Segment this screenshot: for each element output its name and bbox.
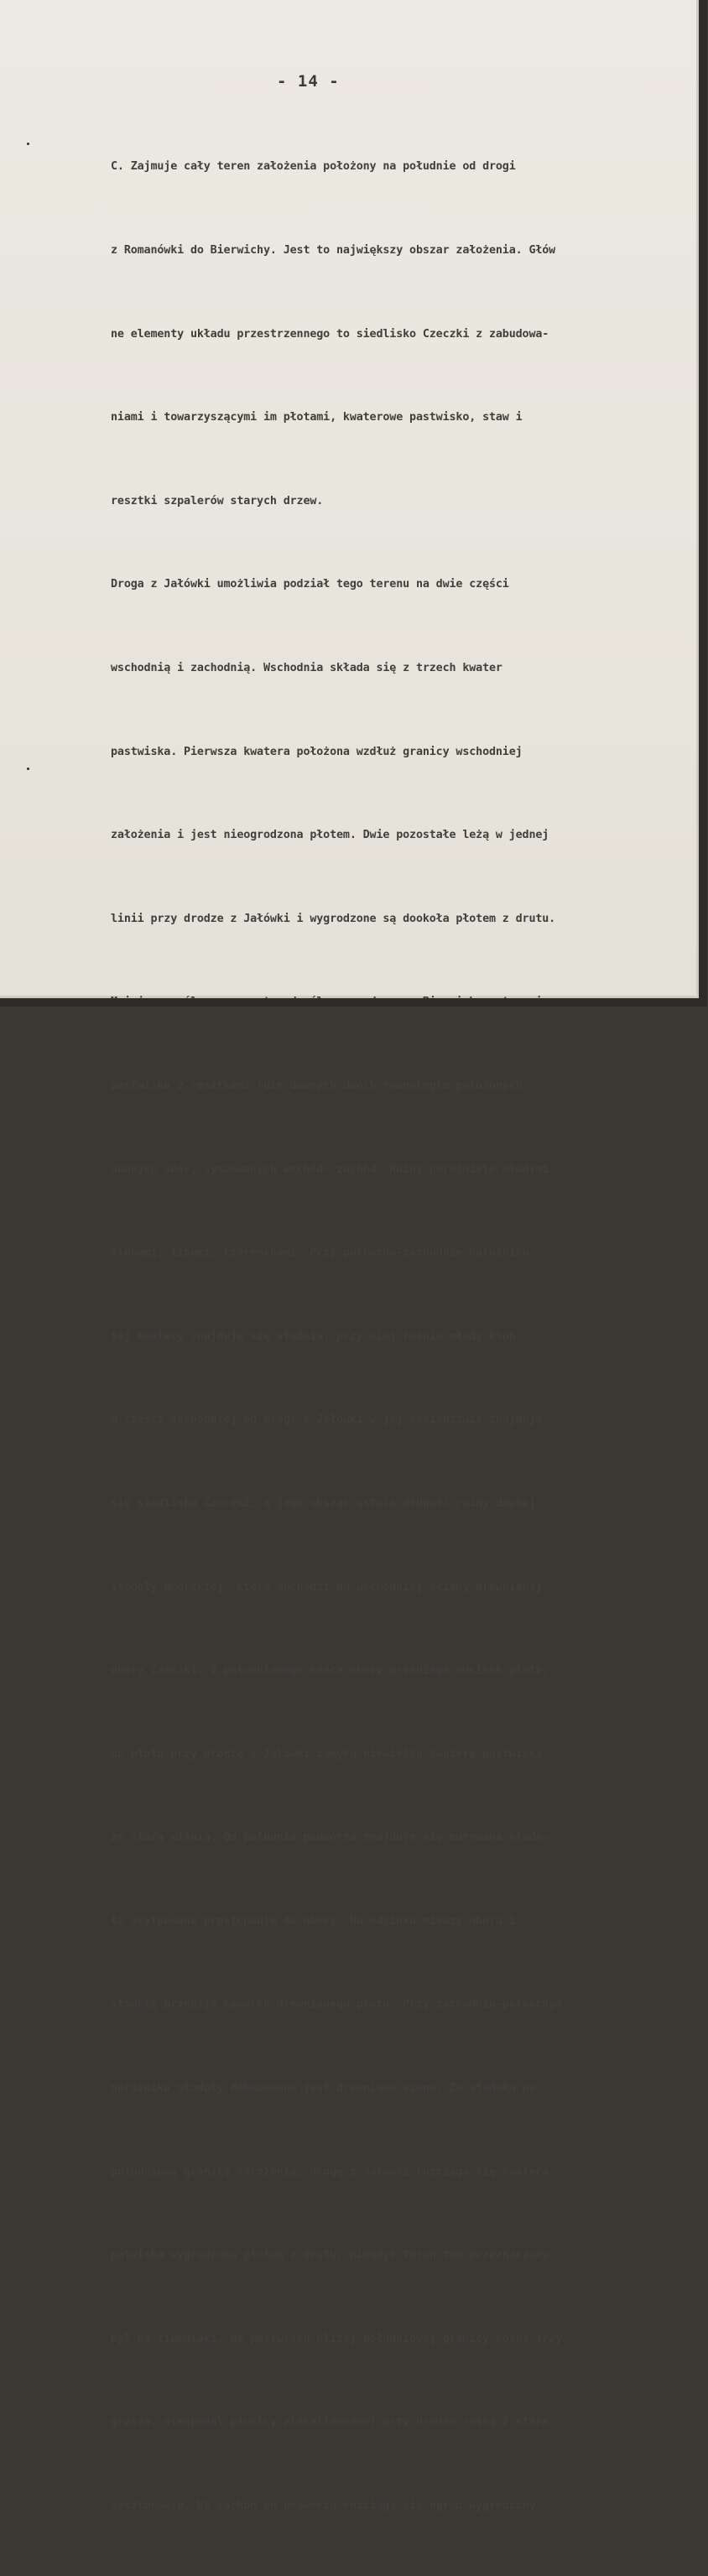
text-line: z Romanówki do Bierwichy. Jest to największy obszar założenia. Głów bbox=[111, 244, 556, 257]
text-line: patwiska wygrodzona płotem z drutu, niegdyś teren ten przeznaczony bbox=[111, 2249, 549, 2262]
text-line: resztki szpalerów starych drzew. bbox=[111, 494, 324, 507]
text-line: był na ziemniaki. Na pastwisku bliżej południowej granicy rosną trzy bbox=[111, 2332, 563, 2345]
text-line: dawnych obór, sytuowanych wschód- zachód. Ruiny porośnięte młodymi bbox=[111, 1163, 549, 1176]
text-line: założenia i jest nieogrodzona płotem. Dwie pozostałe leżą w jednej bbox=[111, 829, 549, 842]
text-line: grusze, nieopodal piwnicy zlokalizowanej przy drodze rosną 2 stare bbox=[111, 2416, 549, 2429]
text-line: narożniku stodoły dobudowana jest drewniana szopa. Za stodołą po bbox=[111, 2082, 536, 2095]
text-line: południową granicę założenia, drogę z Jałówki rozciąga się kwatera bbox=[111, 2165, 549, 2178]
text-line: klonami, lipami, czeremchami. Przy północno-zachodnim narożniku bbox=[111, 1246, 529, 1260]
text-line: ła usytuowana prostopadle do obory. Na odcinku między oborą i bbox=[111, 1914, 516, 1928]
scan-edge-bottom bbox=[0, 998, 707, 1007]
body-text bbox=[111, 97, 708, 2576]
text-line: pastwiska. Pierwsza kwatera położona wzdłuż granicy wschodniej bbox=[111, 745, 523, 758]
text-line: niami i towarzyszącymi im płotami, kwaterowe pastwisko, staw i bbox=[111, 411, 523, 424]
text-line: stodoły dworskiej, która dochodzi do wschodniej ściany drewnianej bbox=[111, 1580, 543, 1594]
text-line: C. Zajmuje cały teren założenia położony na południe od drogi bbox=[111, 160, 516, 174]
page-number: - 14 - bbox=[277, 72, 340, 91]
text-line: obory Czeczki. Z południowego końca obory przebiega odcinek płotu, bbox=[111, 1664, 549, 1678]
text-line: kasztanowce. Na zachód od podwórza rozciąga się ogród wygrodzony bbox=[111, 2500, 536, 2513]
text-line: Droga z Jałówki umożliwia podział tego terenu na dwie części bbox=[111, 578, 509, 591]
text-line: stodołą przebija kawałek drewnianego płotu. Przy zachodnio-północnym bbox=[111, 1998, 563, 2011]
margin-mark bbox=[27, 768, 29, 770]
text-line: ze starą wiśnią. Od południa podwórza znajduje się murowana stodo- bbox=[111, 1831, 549, 1845]
text-line: pastwisko z resztkami ruin dawnych dwóch równolegle położonych bbox=[111, 1079, 523, 1092]
text-line: się siedlisko Czeczki, a jego obszar ustala długość ruiny dawnej bbox=[111, 1496, 536, 1510]
margin-mark bbox=[27, 143, 29, 145]
text-line: linii przy drodze z Jałówki i wygrodzone są dookoła płotem z drutu. bbox=[111, 912, 556, 925]
text-line: do płotu przy drodze z Jałówki zamyka niewielką kwaterę pastwiska bbox=[111, 1747, 543, 1761]
scan-edge-right bbox=[699, 0, 707, 1007]
text-line: wschodnią i zachodnią. Wschodnia składa się z trzech kwater bbox=[111, 661, 502, 674]
text-line: tej kwatery znajduje się studnia, przy niej rośnie młody klon. bbox=[111, 1330, 523, 1343]
text-line: ne elementy układu przestrzennego to siedlisko Czeczki z zabudowa- bbox=[111, 327, 549, 341]
text-line: W części zachodniej od drogi z Jałówki w jej sąsiedztwie znajduje bbox=[111, 1413, 543, 1427]
